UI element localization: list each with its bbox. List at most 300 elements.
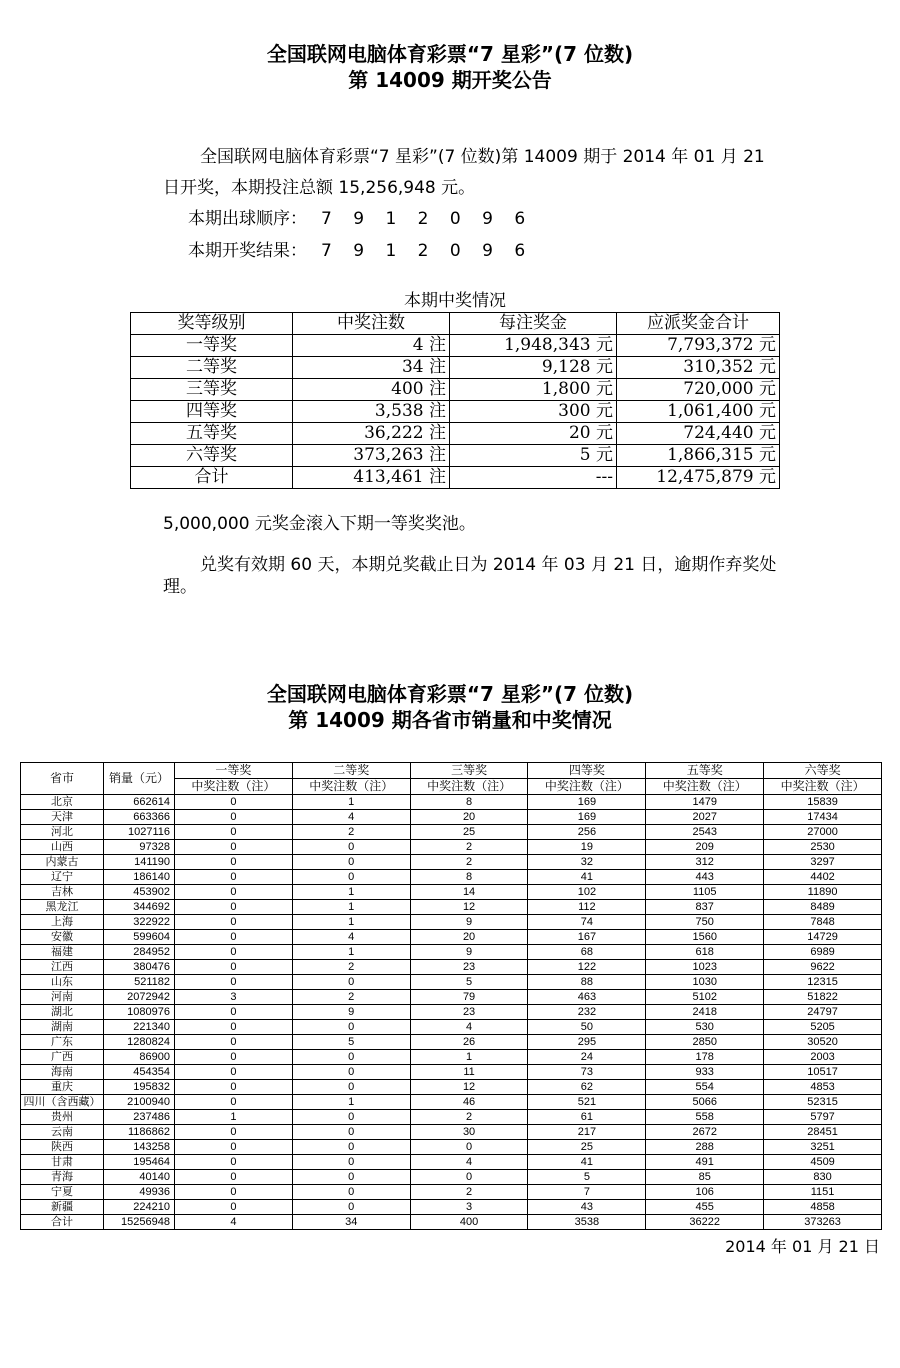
province-cell-tier-5: 312 [646, 855, 764, 870]
prize-table-caption: 本期中奖情况 [404, 291, 506, 311]
province-cell-tier-2: 0 [292, 975, 410, 990]
province-cell-tier-1: 0 [175, 1050, 293, 1065]
province-cell-tier-3: 23 [410, 1005, 528, 1020]
province-cell-tier-3: 30 [410, 1125, 528, 1140]
province-cell-tier-3: 2 [410, 855, 528, 870]
province-cell-province: 广东 [21, 1035, 104, 1050]
province-cell-province: 陕西 [21, 1140, 104, 1155]
prize-cell-total-prize: 310,352 元 [617, 357, 780, 379]
table-row [21, 930, 882, 945]
notice-title: 全国联网电脑体育彩票“7 星彩”(7 位数) [266, 42, 634, 66]
province-cell-tier-6: 5797 [764, 1110, 882, 1125]
province-cell-tier-5: 178 [646, 1050, 764, 1065]
table-row [131, 467, 780, 489]
province-cell-sales: 221340 [104, 1020, 175, 1035]
province-cell-tier-1: 0 [175, 870, 293, 885]
province-cell-tier-5: 2672 [646, 1125, 764, 1140]
prize-cell-tier: 四等奖 [131, 401, 293, 423]
expiry-line-1: 兑奖有效期 60 天，本期兑奖截止日为 2014 年 03 月 21 日，逾期作弃奖处 [200, 555, 777, 575]
province-cell-sales: 2100940 [104, 1095, 175, 1110]
table-row [21, 840, 882, 855]
prize-cell-total-prize: 1,866,315 元 [617, 445, 780, 467]
province-cell-tier-5: 554 [646, 1080, 764, 1095]
table-row [131, 401, 780, 423]
table-row [131, 423, 780, 445]
province-cell-tier-6: 28451 [764, 1125, 882, 1140]
province-cell-province: 甘肃 [21, 1155, 104, 1170]
province-cell-tier-6: 1151 [764, 1185, 882, 1200]
province-cell-tier-4: 256 [528, 825, 646, 840]
table-row [21, 1020, 882, 1035]
province-cell-tier-4: 74 [528, 915, 646, 930]
header-tier-3: 三等奖 [410, 763, 528, 779]
province-cell-tier-3: 20 [410, 810, 528, 825]
province-cell-tier-4: 169 [528, 795, 646, 810]
province-cell-tier-6: 24797 [764, 1005, 882, 1020]
province-cell-province: 山西 [21, 840, 104, 855]
province-cell-tier-1: 0 [175, 1170, 293, 1185]
prize-cell-total-prize: 7,793,372 元 [617, 335, 780, 357]
table-row [21, 825, 882, 840]
province-cell-tier-3: 12 [410, 1080, 528, 1095]
province-cell-tier-6: 5205 [764, 1020, 882, 1035]
province-cell-tier-5: 1105 [646, 885, 764, 900]
province-cell-tier-3: 4 [410, 1020, 528, 1035]
province-cell-tier-1: 0 [175, 960, 293, 975]
province-cell-tier-5: 5066 [646, 1095, 764, 1110]
prize-cell-tier: 一等奖 [131, 335, 293, 357]
province-cell-sales: 1280824 [104, 1035, 175, 1050]
province-cell-tier-6: 2003 [764, 1050, 882, 1065]
draw-result [188, 239, 533, 263]
prize-cell-total-prize: 724,440 元 [617, 423, 780, 445]
header-sub-5: 中奖注数（注） [646, 779, 764, 795]
province-cell-tier-1: 0 [175, 1095, 293, 1110]
header-sub-3: 中奖注数（注） [410, 779, 528, 795]
header-sub-6: 中奖注数（注） [764, 779, 882, 795]
header-per-prize: 每注奖金 [450, 313, 617, 335]
province-cell-tier-1: 0 [175, 885, 293, 900]
table-row [21, 975, 882, 990]
prize-cell-winners: 413,461 注 [293, 467, 450, 489]
province-cell-tier-1: 0 [175, 1125, 293, 1140]
header-province: 省市 [21, 763, 104, 795]
prize-cell-per-prize: --- [450, 467, 617, 489]
province-cell-tier-6: 12315 [764, 975, 882, 990]
province-cell-tier-2: 0 [292, 1080, 410, 1095]
header-tier: 奖等级别 [131, 313, 293, 335]
table-row [21, 1170, 882, 1185]
table-row [21, 945, 882, 960]
prize-cell-tier: 五等奖 [131, 423, 293, 445]
province-cell-tier-1: 0 [175, 1140, 293, 1155]
province-cell-tier-2: 0 [292, 1065, 410, 1080]
table-row [21, 1065, 882, 1080]
province-cell-tier-2: 0 [292, 1125, 410, 1140]
province-cell-tier-4: 41 [528, 1155, 646, 1170]
province-cell-tier-6: 14729 [764, 930, 882, 945]
table-row [21, 1110, 882, 1125]
prize-cell-per-prize: 9,128 元 [450, 357, 617, 379]
province-cell-tier-3: 0 [410, 1140, 528, 1155]
header-tier-2: 二等奖 [292, 763, 410, 779]
province-cell-province: 山东 [21, 975, 104, 990]
header-sub-2: 中奖注数（注） [292, 779, 410, 795]
province-cell-tier-1: 0 [175, 795, 293, 810]
prize-cell-total-prize: 1,061,400 元 [617, 401, 780, 423]
province-cell-tier-6: 830 [764, 1170, 882, 1185]
province-cell-tier-5: 618 [646, 945, 764, 960]
province-cell-tier-3: 1 [410, 1050, 528, 1065]
province-cell-tier-6: 6989 [764, 945, 882, 960]
province-header-row-1 [21, 763, 882, 779]
province-cell-province: 云南 [21, 1125, 104, 1140]
province-cell-province: 湖南 [21, 1020, 104, 1035]
province-cell-tier-2: 4 [292, 930, 410, 945]
table-row [21, 1005, 882, 1020]
province-cell-province: 海南 [21, 1065, 104, 1080]
province-cell-sales: 97328 [104, 840, 175, 855]
header-sales: 销量（元） [104, 763, 175, 795]
province-cell-tier-2: 5 [292, 1035, 410, 1050]
province-cell-tier-6: 10517 [764, 1065, 882, 1080]
header-sub-1: 中奖注数（注） [175, 779, 293, 795]
province-cell-tier-4: 25 [528, 1140, 646, 1155]
province-cell-tier-3: 2 [410, 840, 528, 855]
prize-cell-winners: 373,263 注 [293, 445, 450, 467]
province-cell-sales: 599604 [104, 930, 175, 945]
province-cell-sales: 663366 [104, 810, 175, 825]
province-cell-tier-4: 88 [528, 975, 646, 990]
province-subtitle: 第 14009 期各省市销量和中奖情况 [288, 708, 612, 732]
province-cell-tier-1: 0 [175, 1020, 293, 1035]
province-cell-tier-6: 15839 [764, 795, 882, 810]
province-cell-tier-5: 455 [646, 1200, 764, 1215]
table-row [21, 960, 882, 975]
province-cell-province: 江西 [21, 960, 104, 975]
table-row [21, 1095, 882, 1110]
province-cell-tier-4: 3538 [528, 1215, 646, 1230]
province-cell-sales: 284952 [104, 945, 175, 960]
province-cell-tier-4: 68 [528, 945, 646, 960]
province-cell-sales: 195832 [104, 1080, 175, 1095]
table-row [21, 990, 882, 1005]
province-cell-province: 天津 [21, 810, 104, 825]
province-cell-tier-6: 9622 [764, 960, 882, 975]
header-tier-5: 五等奖 [646, 763, 764, 779]
prize-cell-tier: 六等奖 [131, 445, 293, 467]
province-cell-tier-3: 4 [410, 1155, 528, 1170]
province-cell-province: 上海 [21, 915, 104, 930]
province-cell-tier-1: 0 [175, 855, 293, 870]
province-cell-sales: 453902 [104, 885, 175, 900]
province-cell-tier-4: 232 [528, 1005, 646, 1020]
prize-table-header [131, 313, 780, 335]
province-cell-tier-2: 0 [292, 1200, 410, 1215]
province-cell-province: 新疆 [21, 1200, 104, 1215]
province-cell-tier-3: 9 [410, 945, 528, 960]
prize-cell-winners: 400 注 [293, 379, 450, 401]
prize-cell-winners: 4 注 [293, 335, 450, 357]
draw-order [188, 207, 533, 231]
table-row [21, 1215, 882, 1230]
province-cell-tier-1: 0 [175, 1080, 293, 1095]
province-cell-tier-1: 0 [175, 900, 293, 915]
province-cell-tier-2: 1 [292, 915, 410, 930]
province-cell-province: 四川（含西藏） [21, 1095, 104, 1110]
province-cell-sales: 380476 [104, 960, 175, 975]
province-cell-tier-3: 11 [410, 1065, 528, 1080]
table-row [131, 335, 780, 357]
province-cell-tier-1: 0 [175, 1155, 293, 1170]
province-cell-tier-1: 0 [175, 945, 293, 960]
province-cell-tier-1: 0 [175, 810, 293, 825]
province-cell-tier-4: 43 [528, 1200, 646, 1215]
province-cell-tier-5: 2850 [646, 1035, 764, 1050]
province-cell-tier-4: 217 [528, 1125, 646, 1140]
province-cell-tier-4: 167 [528, 930, 646, 945]
table-row [21, 915, 882, 930]
province-cell-tier-2: 2 [292, 825, 410, 840]
province-cell-tier-4: 61 [528, 1110, 646, 1125]
province-cell-tier-4: 295 [528, 1035, 646, 1050]
province-cell-tier-3: 8 [410, 795, 528, 810]
province-cell-tier-4: 122 [528, 960, 646, 975]
province-cell-tier-1: 0 [175, 1035, 293, 1050]
province-cell-tier-2: 0 [292, 1170, 410, 1185]
province-cell-tier-5: 85 [646, 1170, 764, 1185]
province-cell-tier-3: 20 [410, 930, 528, 945]
province-cell-province: 北京 [21, 795, 104, 810]
province-cell-sales: 15256948 [104, 1215, 175, 1230]
province-title: 全国联网电脑体育彩票“7 星彩”(7 位数) [266, 682, 634, 706]
issue-date: 2014 年 01 月 21 日 [725, 1237, 880, 1256]
province-cell-tier-2: 0 [292, 1020, 410, 1035]
province-cell-tier-5: 837 [646, 900, 764, 915]
province-cell-sales: 49936 [104, 1185, 175, 1200]
province-cell-tier-2: 1 [292, 1095, 410, 1110]
province-cell-sales: 186140 [104, 870, 175, 885]
province-cell-sales: 237486 [104, 1110, 175, 1125]
province-cell-tier-3: 25 [410, 825, 528, 840]
province-cell-tier-6: 2530 [764, 840, 882, 855]
province-cell-province: 贵州 [21, 1110, 104, 1125]
province-cell-tier-4: 112 [528, 900, 646, 915]
prize-cell-tier: 三等奖 [131, 379, 293, 401]
province-cell-tier-4: 5 [528, 1170, 646, 1185]
province-cell-tier-6: 8489 [764, 900, 882, 915]
province-cell-tier-4: 24 [528, 1050, 646, 1065]
province-cell-sales: 662614 [104, 795, 175, 810]
prize-cell-per-prize: 20 元 [450, 423, 617, 445]
province-cell-tier-2: 1 [292, 885, 410, 900]
province-cell-tier-3: 14 [410, 885, 528, 900]
table-row [21, 1035, 882, 1050]
table-row [21, 810, 882, 825]
province-cell-sales: 1027116 [104, 825, 175, 840]
prize-cell-per-prize: 1,800 元 [450, 379, 617, 401]
table-row [21, 1155, 882, 1170]
province-cell-tier-1: 0 [175, 915, 293, 930]
province-cell-tier-6: 30520 [764, 1035, 882, 1050]
province-cell-sales: 322922 [104, 915, 175, 930]
province-cell-tier-3: 3 [410, 1200, 528, 1215]
province-cell-tier-2: 0 [292, 870, 410, 885]
header-winners: 中奖注数 [293, 313, 450, 335]
province-cell-tier-5: 933 [646, 1065, 764, 1080]
province-cell-tier-3: 46 [410, 1095, 528, 1110]
province-cell-tier-2: 34 [292, 1215, 410, 1230]
table-row [21, 855, 882, 870]
province-cell-tier-2: 1 [292, 945, 410, 960]
intro-line-2: 日开奖，本期投注总额 15,256,948 元。 [163, 178, 476, 198]
province-cell-tier-5: 288 [646, 1140, 764, 1155]
province-cell-province: 安徽 [21, 930, 104, 945]
province-cell-tier-1: 0 [175, 1185, 293, 1200]
province-cell-tier-2: 0 [292, 840, 410, 855]
province-cell-tier-6: 4853 [764, 1080, 882, 1095]
expiry-line-2: 理。 [163, 577, 197, 597]
province-cell-tier-4: 19 [528, 840, 646, 855]
province-cell-sales: 1186862 [104, 1125, 175, 1140]
province-cell-tier-3: 2 [410, 1110, 528, 1125]
province-cell-tier-1: 3 [175, 990, 293, 1005]
province-cell-tier-1: 0 [175, 825, 293, 840]
province-cell-province: 广西 [21, 1050, 104, 1065]
table-row [131, 357, 780, 379]
prize-cell-per-prize: 1,948,343 元 [450, 335, 617, 357]
intro-line-1: 全国联网电脑体育彩票“7 星彩”(7 位数)第 14009 期于 2014 年 01 月 21 [200, 147, 765, 167]
province-cell-tier-4: 50 [528, 1020, 646, 1035]
province-cell-tier-2: 0 [292, 1110, 410, 1125]
province-cell-tier-5: 530 [646, 1020, 764, 1035]
province-cell-province: 合计 [21, 1215, 104, 1230]
province-cell-tier-4: 463 [528, 990, 646, 1005]
draw-order-digits: 7 9 1 2 0 9 6 [321, 209, 534, 229]
province-cell-tier-2: 0 [292, 1050, 410, 1065]
draw-result-digits: 7 9 1 2 0 9 6 [321, 241, 534, 261]
prize-cell-per-prize: 300 元 [450, 401, 617, 423]
prize-cell-winners: 36,222 注 [293, 423, 450, 445]
province-cell-province: 河北 [21, 825, 104, 840]
province-cell-tier-6: 51822 [764, 990, 882, 1005]
province-cell-tier-3: 9 [410, 915, 528, 930]
province-cell-tier-6: 3251 [764, 1140, 882, 1155]
province-cell-tier-2: 0 [292, 1155, 410, 1170]
province-cell-tier-5: 1030 [646, 975, 764, 990]
province-cell-tier-1: 4 [175, 1215, 293, 1230]
table-row [21, 870, 882, 885]
province-cell-province: 湖北 [21, 1005, 104, 1020]
province-cell-tier-3: 12 [410, 900, 528, 915]
header-tier-4: 四等奖 [528, 763, 646, 779]
province-cell-tier-5: 1023 [646, 960, 764, 975]
province-cell-tier-1: 0 [175, 840, 293, 855]
province-cell-sales: 195464 [104, 1155, 175, 1170]
province-cell-tier-5: 209 [646, 840, 764, 855]
province-cell-tier-5: 1560 [646, 930, 764, 945]
prize-cell-tier: 合计 [131, 467, 293, 489]
prize-cell-total-prize: 12,475,879 元 [617, 467, 780, 489]
province-cell-tier-1: 1 [175, 1110, 293, 1125]
province-cell-tier-6: 4402 [764, 870, 882, 885]
province-cell-tier-6: 11890 [764, 885, 882, 900]
province-cell-tier-5: 106 [646, 1185, 764, 1200]
table-row [21, 1080, 882, 1095]
province-cell-tier-4: 62 [528, 1080, 646, 1095]
province-cell-tier-3: 26 [410, 1035, 528, 1050]
draw-result-label: 本期开奖结果： [188, 241, 307, 261]
draw-order-label: 本期出球顺序： [188, 209, 307, 229]
province-cell-province: 内蒙古 [21, 855, 104, 870]
province-cell-tier-5: 491 [646, 1155, 764, 1170]
header-tier-6: 六等奖 [764, 763, 882, 779]
province-cell-tier-1: 0 [175, 930, 293, 945]
province-cell-tier-3: 8 [410, 870, 528, 885]
header-tier-1: 一等奖 [175, 763, 293, 779]
province-cell-tier-5: 5102 [646, 990, 764, 1005]
province-cell-tier-6: 52315 [764, 1095, 882, 1110]
prize-cell-tier: 二等奖 [131, 357, 293, 379]
province-cell-sales: 141190 [104, 855, 175, 870]
province-cell-tier-2: 2 [292, 960, 410, 975]
province-cell-province: 重庆 [21, 1080, 104, 1095]
province-cell-tier-6: 373263 [764, 1215, 882, 1230]
province-cell-tier-5: 1479 [646, 795, 764, 810]
province-cell-tier-2: 2 [292, 990, 410, 1005]
province-cell-tier-5: 750 [646, 915, 764, 930]
province-cell-tier-6: 7848 [764, 915, 882, 930]
province-cell-sales: 1080976 [104, 1005, 175, 1020]
table-row [21, 900, 882, 915]
province-cell-tier-6: 17434 [764, 810, 882, 825]
province-cell-tier-3: 2 [410, 1185, 528, 1200]
province-cell-tier-4: 102 [528, 885, 646, 900]
province-cell-sales: 2072942 [104, 990, 175, 1005]
province-cell-province: 吉林 [21, 885, 104, 900]
province-cell-tier-4: 41 [528, 870, 646, 885]
province-cell-tier-6: 27000 [764, 825, 882, 840]
table-row [21, 1200, 882, 1215]
province-cell-sales: 143258 [104, 1140, 175, 1155]
notice-subtitle: 第 14009 期开奖公告 [348, 68, 552, 92]
province-cell-tier-6: 3297 [764, 855, 882, 870]
province-cell-tier-3: 5 [410, 975, 528, 990]
province-cell-tier-4: 521 [528, 1095, 646, 1110]
province-cell-sales: 521182 [104, 975, 175, 990]
province-cell-tier-5: 2027 [646, 810, 764, 825]
prize-cell-winners: 3,538 注 [293, 401, 450, 423]
province-cell-tier-1: 0 [175, 1200, 293, 1215]
province-cell-tier-4: 32 [528, 855, 646, 870]
province-cell-tier-5: 2543 [646, 825, 764, 840]
province-table [20, 762, 882, 1230]
province-cell-sales: 344692 [104, 900, 175, 915]
province-cell-tier-2: 0 [292, 855, 410, 870]
province-cell-tier-1: 0 [175, 1005, 293, 1020]
prize-cell-total-prize: 720,000 元 [617, 379, 780, 401]
province-cell-tier-6: 4509 [764, 1155, 882, 1170]
province-cell-tier-5: 2418 [646, 1005, 764, 1020]
table-row [21, 1125, 882, 1140]
prize-cell-per-prize: 5 元 [450, 445, 617, 467]
table-row [21, 795, 882, 810]
province-cell-province: 青海 [21, 1170, 104, 1185]
province-cell-tier-4: 169 [528, 810, 646, 825]
prize-cell-winners: 34 注 [293, 357, 450, 379]
province-cell-tier-2: 0 [292, 1185, 410, 1200]
header-total-prize: 应派奖金合计 [617, 313, 780, 335]
